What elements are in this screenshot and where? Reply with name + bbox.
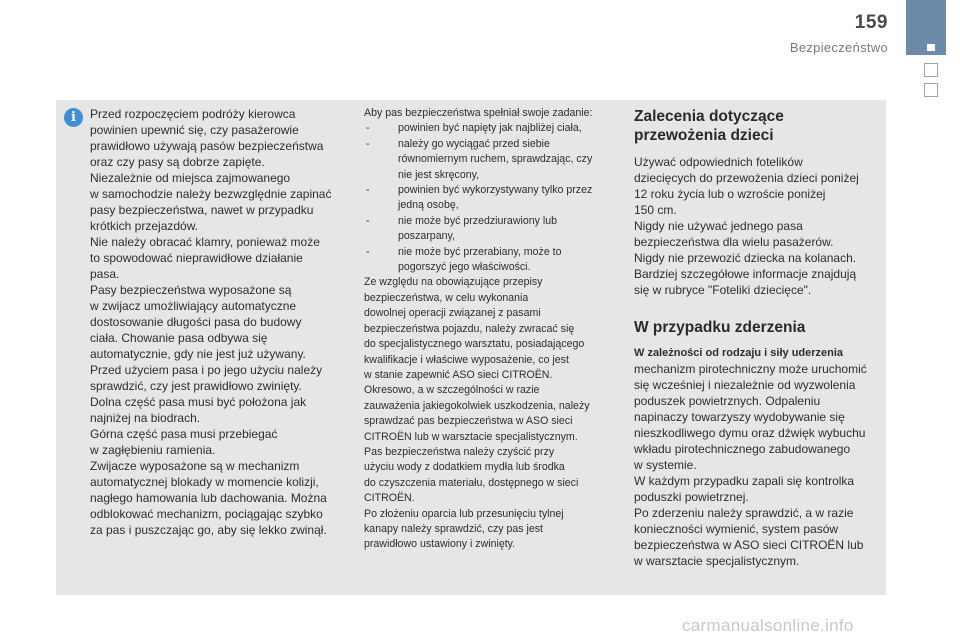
paragraph-line: się w rubryce "Foteliki dziecięce".: [634, 283, 812, 297]
paragraph-line: W każdym przypadku zapali się kontrolka: [634, 474, 855, 488]
section-heading: przewożenia dzieci: [634, 127, 774, 144]
paragraph-line: Nie należy obracać klamry, ponieważ może: [90, 235, 320, 249]
paragraph-line: Po złożeniu oparcia lub przesunięciu tylnej: [364, 507, 564, 520]
section-tab[interactable]: [924, 63, 938, 77]
paragraph-line: w zwijacz umożliwiający automatyczne: [90, 299, 297, 313]
section-heading: Zalecenia dotyczące: [634, 108, 784, 125]
bullet-line: nie jest skręcony,: [398, 168, 480, 181]
paragraph-line: Ze względu na obowiązujące przepisy: [364, 276, 543, 289]
paragraph-line: automatycznej blokady w momencie kolizji,: [90, 475, 319, 489]
paragraph-line: automatycznie, gdy nie jest już używany.: [90, 347, 306, 361]
paragraph-line: do specjalistycznego warsztatu, posiadającego: [364, 338, 585, 351]
paragraph-line: 150 cm.: [634, 203, 677, 217]
paragraph-line: dowolnej operacji związanej z pasami: [364, 307, 541, 320]
paragraph-line: sprawdzać pas bezpieczeństwa w ASO sieci: [364, 415, 573, 428]
paragraph-line: w warsztacie specjalistycznym.: [634, 554, 800, 568]
paragraph-line: nagłego hamowania lub dachowania. Można: [90, 491, 327, 505]
bullet-line: - powinien być napięty jak najbliżej ciała,: [364, 121, 622, 136]
paragraph-line: mechanizm pirotechniczny może uruchomić: [634, 362, 867, 376]
paragraph-line: Po zderzeniu należy sprawdzić, a w razie: [634, 506, 854, 520]
paragraph-line: nieszkodliwego dymu oraz dźwięk wybuchu: [634, 426, 866, 440]
section-tab[interactable]: [924, 83, 938, 97]
paragraph-line: prawidłowo używają pasów bezpieczeństwa: [90, 139, 324, 153]
paragraph-line: Zwijacze wyposażone są w mechanizm: [90, 459, 300, 473]
paragraph-line: poduszek powietrznych. Odpaleniu: [634, 394, 821, 408]
paragraph-line: najniżej na biodrach.: [90, 411, 201, 425]
section-tab-active[interactable]: [906, 0, 946, 55]
paragraph-line: Górna część pasa musi przebiegać: [90, 427, 278, 441]
bullet-line: - nie może być przedziurawiony lub: [364, 214, 622, 229]
paragraph-line: Dolna część pasa musi być położona jak: [90, 395, 307, 409]
spacer: [634, 298, 884, 318]
bullet-line: równomiernym ruchem, sprawdzając, czy: [398, 153, 593, 166]
paragraph-line: dziecięcych do przewożenia dzieci poniżej: [634, 171, 859, 185]
paragraph-line: pasa.: [90, 267, 120, 281]
bullet-line: pogorszyć jego właściwości.: [398, 261, 531, 274]
paragraph-line: oraz czy pasy są dobrze zapięte.: [90, 155, 265, 169]
paragraph-line: powinien upewnić się, czy pasażerowie: [90, 123, 299, 137]
paragraph-line: wkładu pirotechnicznego zabudowanego: [634, 442, 851, 456]
paragraph-line: to spowodować nieprawidłowe działanie: [90, 251, 303, 265]
paragraph-line: bezpieczeństwa, w celu wykonania: [364, 291, 529, 304]
paragraph-line: prawidłowo ustawiony i zwinięty.: [364, 538, 516, 551]
seatbelt-info-column: [90, 106, 360, 538]
paragraph-line: się wcześniej i niezależnie od wyzwolenia: [634, 378, 856, 392]
paragraph-line: poduszki powietrznej.: [634, 490, 749, 504]
bullet-line: poszarpany,: [398, 230, 455, 243]
paragraph-line: kanapy należy sprawdzić, czy pas jest: [364, 522, 543, 535]
paragraph-line: Bardziej szczegółowe informacje znajdują: [634, 267, 857, 281]
paragraph-line: ciała. Chowanie pasa odbywa się: [90, 331, 268, 345]
paragraph-line: sprawdzić, czy jest prawidłowo zwinięty.: [90, 379, 302, 393]
page-number: 159: [854, 12, 888, 33]
spacer: [634, 145, 884, 154]
paragraph-line: pasy bezpieczeństwa, nawet w przypadku: [90, 203, 314, 217]
paragraph-line: CITROËN lub w warsztacie specjalistycznym.: [364, 430, 578, 443]
tab-marker-icon: [927, 44, 935, 51]
paragraph-line: bezpieczeństwa pojazdu, należy zwracać się: [364, 322, 575, 335]
paragraph-line: Pas bezpieczeństwa należy czyścić przy: [364, 445, 555, 458]
paragraph-line: Przed rozpoczęciem podróży kierowca: [90, 107, 296, 121]
paragraph-line: 12 roku życia lub o wzroście poniżej: [634, 187, 826, 201]
paragraph-line: napinaczy towarzyszy wydobywanie się: [634, 410, 845, 424]
paragraph-line: bezpieczeństwa w ASO sieci CITROËN lub: [634, 538, 864, 552]
paragraph-line: odblokować mechanizm, pociągając szybko: [90, 507, 323, 521]
bullet-line: - nie może być przerabiany, może to: [364, 245, 622, 260]
paragraph-line: w samochodzie należy bezwzględnie zapinać: [90, 187, 332, 201]
paragraph-line: do czyszczenia materiału, dostępnego w sieci: [364, 476, 579, 489]
seatbelt-requirements-column: [364, 106, 622, 553]
info-icon: i: [64, 108, 83, 127]
spacer: [634, 337, 884, 345]
bullet-line: jedną osobę,: [398, 199, 459, 212]
child-and-collision-column: [634, 107, 884, 569]
paragraph-line: Okresowo, a w szczególności w razie: [364, 384, 540, 397]
paragraph-line: w systemie.: [634, 458, 697, 472]
paragraph-line: Nigdy nie używać jednego pasa: [634, 219, 803, 233]
paragraph-line: użyciu wody z dodatkiem mydła lub środka: [364, 461, 565, 474]
intro-line: Aby pas bezpieczeństwa spełniał swoje zadanie:: [364, 107, 593, 119]
paragraph-line: za pas i puszczając go, aby się lekko zwinął.: [90, 523, 327, 537]
paragraph-line: CITROËN.: [364, 492, 415, 505]
paragraph-line: Nigdy nie przewozić dziecka na kolanach.: [634, 251, 857, 265]
watermark: carmanualsonline.info: [682, 616, 854, 635]
paragraph-line: Niezależnie od miejsca zajmowanego: [90, 171, 291, 185]
paragraph-line: Używać odpowiednich fotelików: [634, 155, 803, 169]
section-title: Bezpieczeństwo: [789, 40, 888, 55]
section-heading: W przypadku zderzenia: [634, 319, 806, 336]
bullet-line: - należy go wyciągać przed siebie: [364, 137, 622, 152]
paragraph-line: w stanie zapewnić ASO sieci CITROËN.: [364, 368, 553, 381]
paragraph-line: dostosowanie długości pasa do budowy: [90, 315, 302, 329]
paragraph-line: w zagłębieniu ramienia.: [90, 443, 216, 457]
paragraph-line: Pasy bezpieczeństwa wyposażone są: [90, 283, 292, 297]
paragraph-line: bezpieczeństwa dla wielu pasażerów.: [634, 235, 834, 249]
paragraph-line: krótkich przejazdów.: [90, 219, 199, 233]
paragraph-line: Przed użyciem pasa i po jego użyciu należy: [90, 363, 323, 377]
subheading: W zależności od rodzaju i siły uderzenia: [634, 347, 844, 359]
paragraph-line: kwalifikacje i właściwe wyposażenie, co jest: [364, 353, 569, 366]
paragraph-line: zauważenia jakiegokolwiek uszkodzenia, należy: [364, 399, 590, 412]
bullet-line: - powinien być wykorzystywany tylko przez: [364, 183, 622, 198]
paragraph-line: konieczności wymienić, system pasów: [634, 522, 839, 536]
